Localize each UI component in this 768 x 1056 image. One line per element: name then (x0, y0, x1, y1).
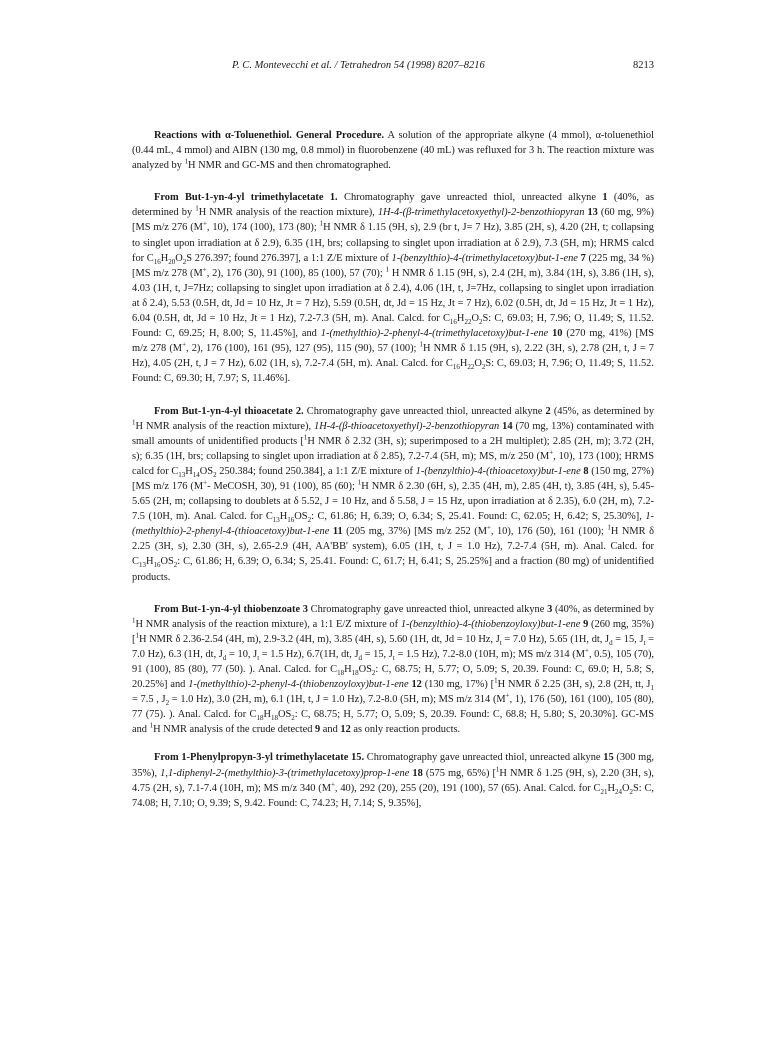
compound-name: 1-(benzylthio)-4-(thioacetoxy)but-1-ene (415, 465, 581, 477)
compound-name: 1-(benzylthio)-4-(thiobenzoyloxy)but-1-ene (400, 618, 581, 630)
paragraph-1-phenylpropyn-3-yl-trimethylacetate: From 1-Phenylpropyn-3-yl trimethylacetate 15. Chromatography gave unreacted thiol, unreacted alkyne 15 (300 mg, 35%), 1,1-diphenyl-2-(methylthio)-3-(trimethylacetoxy)prop-1-ene 18 (575 mg, 65%) [$^1$H NMR δ 1.25 (9H, s), 2.20 (3H, s), 4.75 (2H, s), 7.1-7.4 (10H, m); MS m/z 340 (M+, 40), 292 (20), 255 (20), 191 (100), 57 (65). Anal. Calcd. for $C_{21}H_{24}O_2S$: C, 74.08; H, 7.10; O, 9.39; S, 9.42. Found: C, 74.23; H, 7.14; S, 9.35%], (132, 752, 655, 809)
page-number: 8213 (633, 60, 654, 71)
compound-name: 1H-4-(β-trimethylacetoxyethyl)-2-benzothiopyran (377, 207, 585, 219)
compound-number: 7 (580, 252, 586, 264)
compound-number: 8 (583, 465, 589, 477)
section-heading: From But-1-yn-4-yl thiobenzoate 3 (154, 603, 308, 615)
running-head (132, 58, 654, 74)
compound-number: 13 (587, 207, 598, 219)
general-procedure-paragraph: Reactions with α-Toluenethiol. General Procedure. A solution of the appropriate alkyne (4 mmol), α-toluenethiol (0.44 mL, 4 mmol) and AIBN (130 mg, 0.8 mmol) in fluorobenzene (40 mL) was refluxed for 3 h. The reaction mixture was analyzed by $^1$H NMR and GC-MS and then chromatographed. (132, 130, 654, 172)
compound-number: 9 (583, 618, 589, 630)
compound-number: 14 (502, 420, 513, 432)
section-heading: From But-1-yn-4-yl trimethylacetate 1. (154, 192, 338, 204)
compound-number: 18 (412, 767, 423, 779)
compound-number: 10 (552, 328, 563, 340)
compound-name: 1-(methylthio)-2-phenyl-4-(thioacetoxy)but-1-ene (132, 511, 654, 538)
paragraph-but-1-yn-4-yl-thiobenzoate: From But-1-yn-4-yl thiobenzoate 3 Chromatography gave unreacted thiol, unreacted alkyne 3 (40%, as determined by $^1$H NMR analysis of the reaction mixture), a 1:1 E/Z mixture of 1-(benzylthio)-4-(thiobenzoyloxy)but-1-ene 9 (260 mg, 35%) [$^1$H NMR δ 2.36-2.54 (4H, m), 2.9-3.2 (4H, m), 3.85 (4H, s), 5.60 (1H, dt, Jd = 10 Hz, $J_t = 7.0$ Hz), 5.65 (1H, dt, $J_d = 15$, $J_t = 7.0$ Hz), 6.3 (1H, dt, $J_d = 10$, $J_t = 1.5$ Hz), 6.7(1H, dt, $J_d = 15$, $J_t = 1.5$ Hz), 7.2-8.0 (10H, m); MS m/z 314 (M+, 0.5), 105 (70), 91 (100), 85 (80), 77 (50). ). Anal. Calcd. for $C_{18}H_{18}OS_2$: C, 68.75; H, 5.77; O, 5.09; S, 20.39. Found: C, 69.0; H, 5.8; S, 20.25%] and 1-(methylthio)-2-phenyl-4-(thiobenzoyloxy)but-1-ene 12 (130 mg, 17%) [$^1$H NMR δ 2.25 (3H, s), 2.8 (2H, tt, $J_1 = 7.5$ , $J_2 = 1.0$ Hz), 3.0 (2H, m), 6.1 (1H, t, J = 1.0 Hz), 7.2-8.0 (5H, m); MS m/z 314 (M+, 1), 176 (50), 161 (100), 105 (80), 77 (75). ). Anal. Calcd. for $C_{18}H_{18}OS_2$: C, 68.75; H, 5.77; O, 5.09; S, 20.39. Found: C, 68.8; H, 5.80; S, 20.30%]. GC-MS and $^1$H NMR analysis of the crude detected 9 and 12 as only reaction products. (132, 603, 655, 736)
compound-name: 1-(benzylthio)-4-(trimethylacetoxy)but-1-ene (391, 252, 578, 264)
compound-number: 11 (332, 526, 343, 538)
compound-name: 1,1-diphenyl-2-(methylthio)-3-(trimethylacetoxy)prop-1-ene (160, 767, 410, 779)
compound-name: 1-(methylthio)-2-phenyl-4-(trimethylacetoxy)but-1-ene (320, 328, 549, 340)
paragraph-but-1-yn-4-yl-trimethylacetate: From But-1-yn-4-yl trimethylacetate 1. Chromatography gave unreacted thiol, unreacted alkyne 1 (40%, as determined by $^1$H NMR analysis of the reaction mixture), 1H-4-(β-trimethylacetoxyethyl)-2-benzothiopyran 13 (60 mg, 9%) [MS m/z 276 (M+, 10), 174 (100), 173 (80); $^1$H NMR δ 1.15 (9H, s), 2.9 (br t, J= 7 Hz), 3.85 (2H, s), 4.20 (2H, t; collapsing to singlet upon irradiation at δ 2.9), 6.35 (1H, brs; collapsing to singlet upon irradiation at δ 2.9), 7.3 (5H, m); HRMS calcd for $C_{16}H_{20}O_2S$ 276.397; found 276.397], a 1:1 Z/E mixture of 1-(benzylthio)-4-(trimethylacetoxy)but-1-ene 7 (225 mg, 34 %) [MS m/z 278 (M+, 2), 176 (30), 91 (100), 85 (100), 57 (70); $^1$ H NMR δ 1.15 (9H, s), 2.4 (2H, m), 3.84 (1H, s), 3.86 (1H, s), 4.03 (1H, t, J=7Hz; collapsing to singlet upon irradiation at δ 2.4), 4.06 (1H, t, J=7Hz, collapsing to singlet upon irradiation at δ 2.4), 5.53 (0.5H, dt, Jd = 10 Hz, Jt = 7 Hz), 5.59 (0.5H, dt, Jd = 15 Hz, Jt = 7 Hz), 6.02 (0.5H, dt, Jd = 15 Hz, Jt = 1 Hz), 6.04 (0.5H, dt, Jd = 10 Hz, Jt = 1 Hz), 7.2-7.3 (5H, m). Anal. Calcd. for $C_{16}H_{22}O_2S$: C, 69.03; H, 7.96; O, 11.49; S, 11.52. Found: C, 69.25; H, 8.00; S, 11.45%], and 1-(methylthio)-2-phenyl-4-(trimethylacetoxy)but-1-ene 10 (270 mg, 41%) [MS m/z 278 (M+, 2), 176 (100), 161 (95), 127 (95), 115 (90), 57 (100); $^1$H NMR δ 1.15 (9H, s), 2.22 (3H, s), 2.78 (2H, t, J = 7 Hz), 4.05 (2H, t, J = 7 Hz), 6.02 (1H, s), 7.2-7.4 (5H, m). Anal. Calcd. for $C_{16}H_{22}O_2S$: C, 69.03; H, 7.96; O, 11.49; S, 11.52. Found: C, 69.30; H, 7.97; S, 11.46%]. (132, 192, 655, 385)
compound-name: 1H-4-(β-thioacetoxyethyl)-2-benzothiopyran (314, 420, 500, 432)
section-heading: Reactions with α-Toluenethiol. General Procedure. (154, 130, 385, 141)
page (132, 58, 654, 828)
compound-name: 1-(methylthio)-2-phenyl-4-(thiobenzoyloxy)but-1-ene (188, 679, 409, 691)
compound-number: 12 (411, 679, 422, 691)
running-head-citation: P. C. Montevecchi et al. / Tetrahedron 54 (1998) 8207–8216 (232, 60, 485, 71)
section-heading: From But-1-yn-4-yl thioacetate 2. (154, 405, 304, 417)
section-heading: From 1-Phenylpropyn-3-yl trimethylacetate 15. (154, 752, 365, 764)
paragraph-but-1-yn-4-yl-thioacetate: From But-1-yn-4-yl thioacetate 2. Chromatography gave unreacted thiol, unreacted alkyne 2 (45%, as determined by $^1$H NMR analysis of the reaction mixture), 1H-4-(β-thioacetoxyethyl)-2-benzothiopyran 14 (70 mg, 13%) contaminated with small amounts of unidentified products [$^1$H NMR δ 2.32 (3H, s); superimposed to a 2H multiplet); 2.85 (2H, m); 3.72 (2H, s); 6.35 (1H, brs; collapsing to singlet upon irradiation at δ 2.85), 7.2-7.4 (5H, m); MS, m/z 250 (M+, 10), 173 (100); HRMS calcd for $C_{13}H_{14}OS_2$ 250.384; found 250.384], a 1:1 Z/E mixture of 1-(benzylthio)-4-(thioacetoxy)but-1-ene 8 (150 mg, 27%) [MS m/z 176 (M+- MeCOSH, 30), 91 (100), 85 (60); $^1$H NMR δ 2.30 (6H, s), 2.35 (4H, m), 2.85 (4H, t), 3.85 (4H, s), 5.45-5.65 (2H, m; collapsing to doublets at δ 5.52, J = 10 Hz, and δ 5.58, J = 15 Hz, upon irradiation at δ 2.35), 6.0 (2H, m), 7.2-7.5 (10H, m). Anal. Calcd. for $C_{13}H_{16}OS_2$: C, 61.86; H, 6.39; O, 6.34; S, 25.41. Found: C, 62.05; H, 6.42; S, 25.30%], 1-(methylthio)-2-phenyl-4-(thioacetoxy)but-1-ene 11 (205 mg, 37%) [MS m/z 252 (M+, 10), 176 (50), 161 (100); $^1$H NMR δ 2.25 (3H, s), 2.30 (3H, s), 2.65-2.9 (4H, AA'BB' system), 6.05 (1H, t, J = 1.0 Hz), 7.2-7.4 (5H, m). Anal. Calcd. for $C_{13}H_{16}OS_2$: C, 61.86; H, 6.39; O, 6.34; S, 25.41. Found: C, 61.7; H, 6.41; S, 25.25%] and a fraction (80 mg) of unidentified products. (132, 405, 655, 583)
